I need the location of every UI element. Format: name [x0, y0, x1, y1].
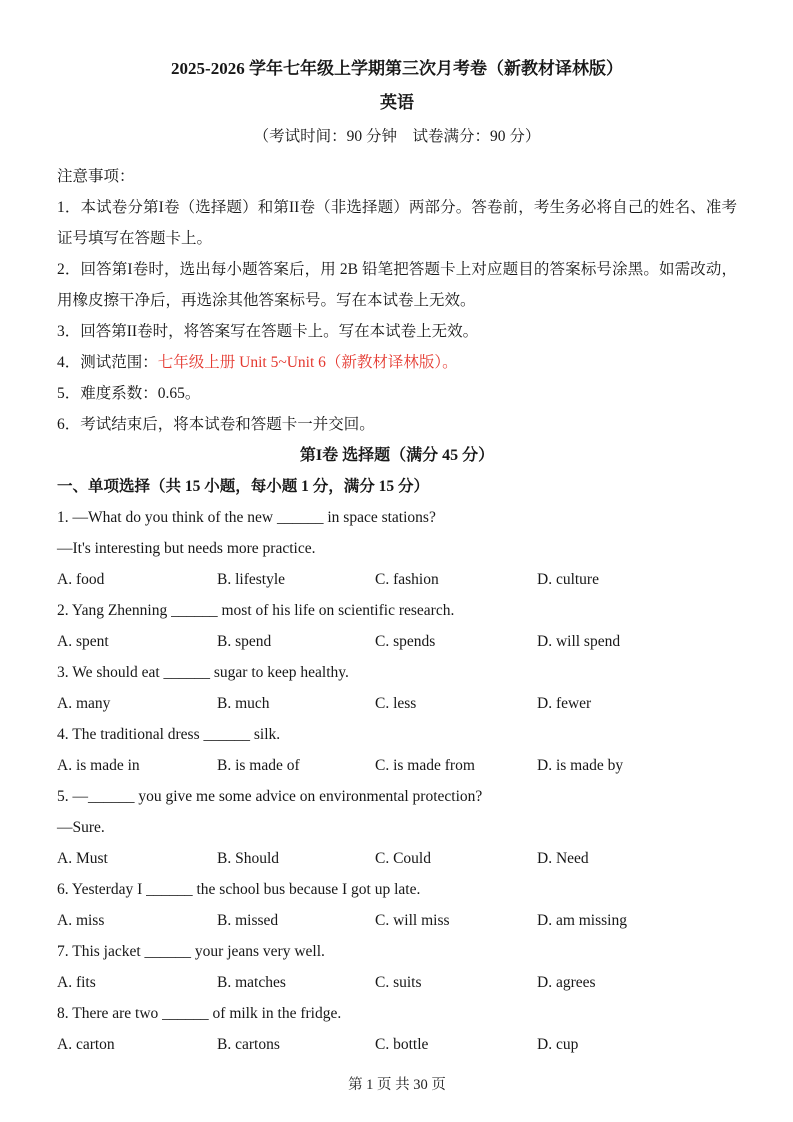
- notice-item: [57, 192, 737, 254]
- option-b: B. spend: [217, 633, 272, 650]
- option-c: C. fashion: [375, 571, 439, 588]
- paper-header: [57, 52, 737, 154]
- question-block: [57, 998, 737, 1060]
- paper-body: [57, 161, 737, 1060]
- exam-info: （考试时间：90 分钟 试卷满分：90 分）: [253, 128, 541, 145]
- option-b: B. missed: [217, 912, 279, 929]
- options-row: [57, 750, 737, 781]
- question-block: [57, 657, 737, 719]
- notice-item: [57, 254, 737, 316]
- notice-item-text: 4．测试范围：: [57, 354, 158, 371]
- question-stem-2: —Sure.: [57, 819, 105, 836]
- notice-item: [57, 347, 737, 378]
- option-a: A. food: [57, 571, 105, 588]
- option-c: C. spends: [375, 633, 436, 650]
- page-footer: [57, 1070, 737, 1101]
- option-b: B. Should: [217, 850, 280, 867]
- notice-item-text: 3．回答第II卷时，将答案写在答题卡上。写在本试卷上无效。: [57, 323, 479, 340]
- question-stem: 4. The traditional dress ______ silk.: [57, 726, 281, 743]
- options-row: [57, 688, 737, 719]
- question-block: [57, 936, 737, 998]
- paper-title: 2025-2026 学年七年级上学期第三次月考卷（新教材译林版）: [171, 59, 623, 78]
- question-stem-2: —It's interesting but needs more practice.: [57, 540, 316, 557]
- options-row: [57, 967, 737, 998]
- option-c: C. will miss: [375, 912, 450, 929]
- option-d: D. agrees: [537, 974, 596, 991]
- question-block: [57, 874, 737, 936]
- question-stem: 2. Yang Zhenning ______ most of his life on scientific research.: [57, 602, 455, 619]
- notice-item-text: 1．本试卷分第I卷（选择题）和第II卷（非选择题）两部分。答卷前，考生务必将自己的姓名、准考证号填写在答题卡上。: [57, 199, 737, 247]
- question-block: [57, 781, 737, 874]
- option-d: D. Need: [537, 850, 589, 867]
- option-a: A. spent: [57, 633, 109, 650]
- options-row: [57, 564, 737, 595]
- question-stem: 3. We should eat ______ sugar to keep healthy.: [57, 664, 349, 681]
- notice-item: [57, 378, 737, 409]
- part1-title: 第I卷 选择题（满分 45 分）: [299, 447, 495, 464]
- option-d: D. am missing: [537, 912, 627, 929]
- option-c: C. is made from: [375, 757, 475, 774]
- option-c: C. Could: [375, 850, 431, 867]
- page-number: 第 1 页 共 30 页: [348, 1077, 446, 1093]
- notice-item-text: 2．回答第I卷时，选出每小题答案后，用 2B 铅笔把答题卡上对应题目的答案标号涂黑。如需改动，用橡皮擦干净后，再选涂其他答案标号。写在本试卷上无效。: [57, 261, 737, 309]
- option-d: D. fewer: [537, 695, 592, 712]
- option-c: C. bottle: [375, 1036, 429, 1053]
- notice-item-text: 5．难度系数：0.65。: [57, 385, 201, 402]
- question-stem: 8. There are two ______ of milk in the fridge.: [57, 1005, 342, 1022]
- option-a: A. carton: [57, 1036, 115, 1053]
- question-list: [57, 502, 737, 1060]
- options-row: [57, 843, 737, 874]
- notice-item: [57, 409, 737, 440]
- option-a: A. is made in: [57, 757, 140, 774]
- option-d: D. culture: [537, 571, 599, 588]
- option-b: B. is made of: [217, 757, 300, 774]
- question-stem: 6. Yesterday I ______ the school bus because I got up late.: [57, 881, 421, 898]
- options-row: [57, 905, 737, 936]
- question-block: [57, 595, 737, 657]
- notice-section: [57, 161, 737, 440]
- option-c: C. less: [375, 695, 417, 712]
- option-a: A. Must: [57, 850, 108, 867]
- option-d: D. will spend: [537, 633, 621, 650]
- question-stem: 5. —______ you give me some advice on environmental protection?: [57, 788, 483, 805]
- section1-title: 一、单项选择（共 15 小题，每小题 1 分，满分 15 分）: [57, 478, 430, 495]
- question-stem: 1. —What do you think of the new ______ in space stations?: [57, 509, 436, 526]
- option-d: D. is made by: [537, 757, 624, 774]
- option-a: A. many: [57, 695, 111, 712]
- option-c: C. suits: [375, 974, 422, 991]
- options-row: [57, 626, 737, 657]
- option-b: B. much: [217, 695, 270, 712]
- notice-item: [57, 316, 737, 347]
- option-b: B. matches: [217, 974, 286, 991]
- question-stem: 7. This jacket ______ your jeans very well.: [57, 943, 325, 960]
- options-row: [57, 1029, 737, 1060]
- option-b: B. cartons: [217, 1036, 280, 1053]
- notice-label: 注意事项：: [57, 168, 135, 185]
- notice-item-text: 6．考试结束后，将本试卷和答题卡一并交回。: [57, 416, 375, 433]
- notice-item-highlight: 七年级上册 Unit 5~Unit 6（新教材译林版）。: [157, 354, 458, 371]
- option-a: A. fits: [57, 974, 96, 991]
- option-d: D. cup: [537, 1036, 579, 1053]
- question-block: [57, 719, 737, 781]
- option-b: B. lifestyle: [217, 571, 286, 588]
- notice-list: [57, 192, 737, 440]
- question-block: [57, 502, 737, 595]
- subject-title: 英语: [380, 93, 414, 112]
- option-a: A. miss: [57, 912, 105, 929]
